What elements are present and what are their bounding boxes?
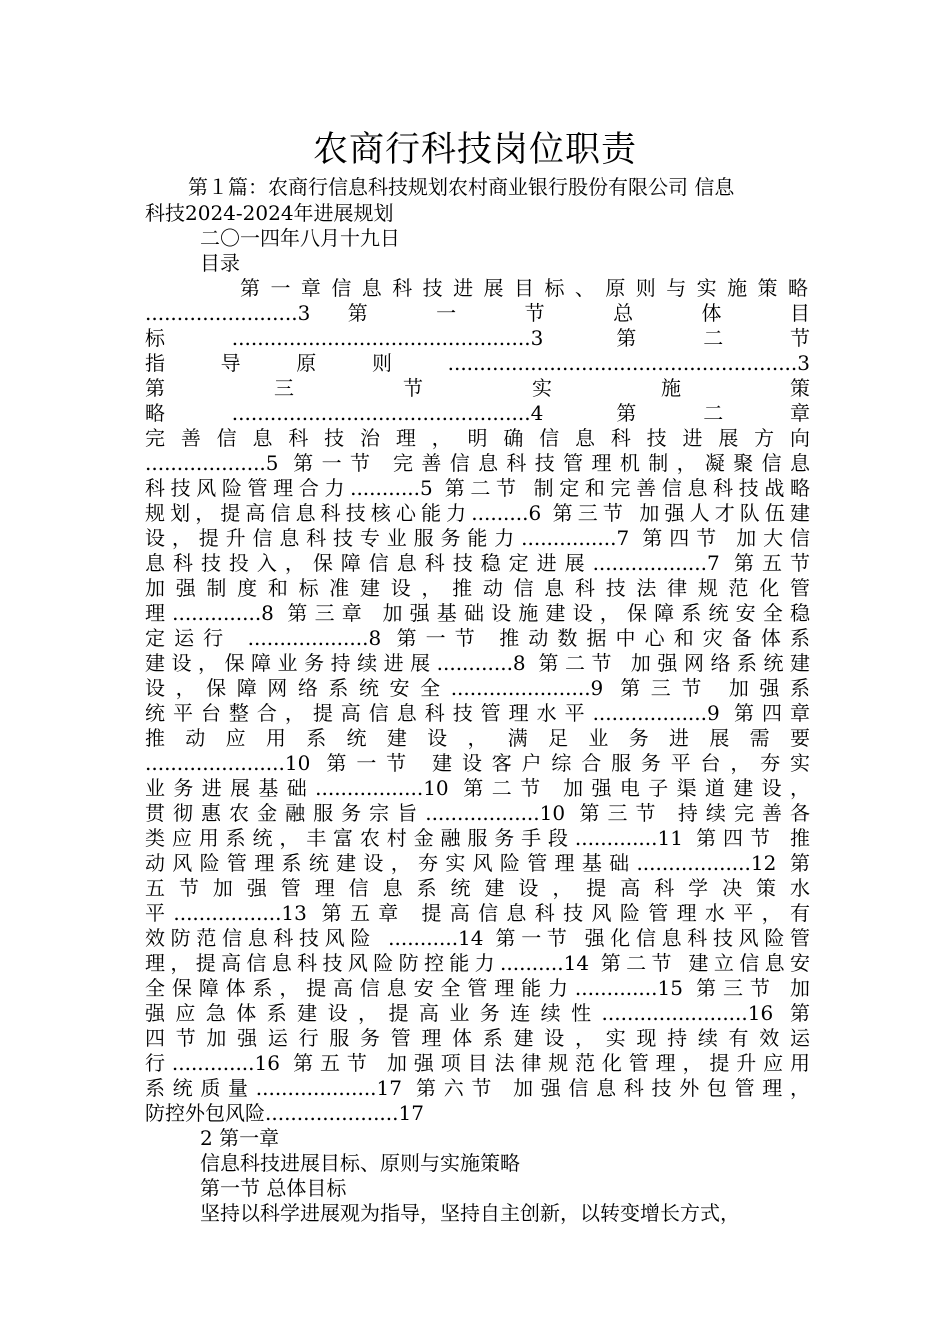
toc-line: 统平台整合，提高信息科技管理水平..................9 第四章 <box>145 701 810 725</box>
toc-line: 设，提升信息科技专业服务能力...............7 第四节 加大信 <box>145 526 810 550</box>
toc-line: 效防范信息科技风险 ...........14 第一节 强化信息科技风险管 <box>145 926 810 950</box>
toc-line: ......................10 第一节 建设客户综合服务平台，夯实 <box>145 751 810 775</box>
chapter-title: 信息科技进展目标、原则与实施策略 <box>200 1151 520 1175</box>
toc-line: 系统质量...................17 第六节 加强信息科技外包管理， <box>145 1076 810 1100</box>
toc-line: 平.................13 第五章 提高信息科技风险管理水平，有 <box>145 901 810 925</box>
toc-line: 规划，提高信息科技核心能力.........6 第三节 加强人才队伍建 <box>145 501 810 525</box>
toc-line: 推 动 应 用 系 统 建 设 ， 满 足 业 务 进 展 需 要 <box>145 726 810 750</box>
toc-line: 建设，保障业务持续进展............8 第二节 加强网络系统建 <box>145 651 810 675</box>
toc-line: 加 强 制 度 和 标 准 建 设 ， 推 动 信 息 科 技 法 律 规 范 化 管 <box>145 576 810 600</box>
toc-line: 行.............16 第五节 加强项目法律规范化管理，提升应用 <box>145 1051 810 1075</box>
toc-line: 五 节 加 强 管 理 信 息 系 统 建 设 ， 提 高 科 学 决 策 水 <box>145 876 810 900</box>
text-line: 第１篇：农商行信息科技规划农村商业银行股份有限公司 信息 <box>188 175 735 199</box>
toc-line: 完 善 信 息 科 技 治 理 ， 明 确 信 息 科 技 进 展 方 向 <box>145 426 810 450</box>
toc-line: 动风险管理系统建设，夯实风险管理基础..................12 第 <box>145 851 810 875</box>
toc-line: 业务进展基础.................10 第二节 加强电子渠道建设， <box>145 776 810 800</box>
toc-line: 定运行 ...................8 第一节 推动数据中心和灾备体系 <box>145 626 810 650</box>
toc-line: 全保障体系，提高信息安全管理能力.............15 第三节 加 <box>145 976 810 1000</box>
text-line: 科技2024-2024年进展规划 <box>145 201 394 225</box>
toc-line: 四 节 加 强 运 行 服 务 管 理 体 系 建 设 ， 实 现 持 续 有 效 运 <box>145 1026 810 1050</box>
toc-line: 理，提高信息科技风险防控能力..........14 第二节 建立信息安 <box>145 951 810 975</box>
chapter-heading: 2 第一章 <box>200 1126 280 1150</box>
body-text: 坚持以科学进展观为指导，坚持自主创新，以转变增长方式， <box>200 1201 740 1225</box>
toc-line: 贯彻惠农金融服务宗旨..................10 第三节 持续完善各 <box>145 801 810 825</box>
section-heading: 第一节 总体目标 <box>200 1176 347 1200</box>
toc-line: 设，保障网络系统安全......................9 第三节 加强系 <box>145 676 810 700</box>
toc-line: 第 一 章 信 息 科 技 进 展 目 标 、 原 则 与 实 施 策 略 <box>240 276 808 300</box>
toc-heading: 目录 <box>200 251 240 275</box>
date-line: 二〇一四年八月十九日 <box>200 226 400 250</box>
toc-line: 标...............................................3 第二节 <box>145 326 810 350</box>
toc-line: 强应急体系建设，提高业务连续性.......................16 第 <box>145 1001 810 1025</box>
toc-line: 指导原则.......................................................3 <box>145 351 810 375</box>
toc-line: 息科技投入，保障信息科技稳定进展..................7 第五节 <box>145 551 810 575</box>
toc-line: 第 三 节 实 施 策 <box>145 376 810 400</box>
toc-line: 略...............................................4 第二章 <box>145 401 810 425</box>
toc-line: 理..............8 第三章 加强基础设施建设，保障系统安全稳 <box>145 601 810 625</box>
toc-line: 防控外包风险.....................17 <box>145 1101 424 1125</box>
toc-line: 类应用系统，丰富农村金融服务手段.............11 第四节 推 <box>145 826 810 850</box>
toc-line: ........................3 第 一 节 总 体 目 <box>145 301 810 325</box>
document-title: 农商行科技岗位职责 <box>312 130 637 170</box>
toc-line: 科技风险管理合力...........5 第二节 制定和完善信息科技战略 <box>145 476 810 500</box>
toc-line: ...................5 第一节 完善信息科技管理机制，凝聚信息 <box>145 451 810 475</box>
